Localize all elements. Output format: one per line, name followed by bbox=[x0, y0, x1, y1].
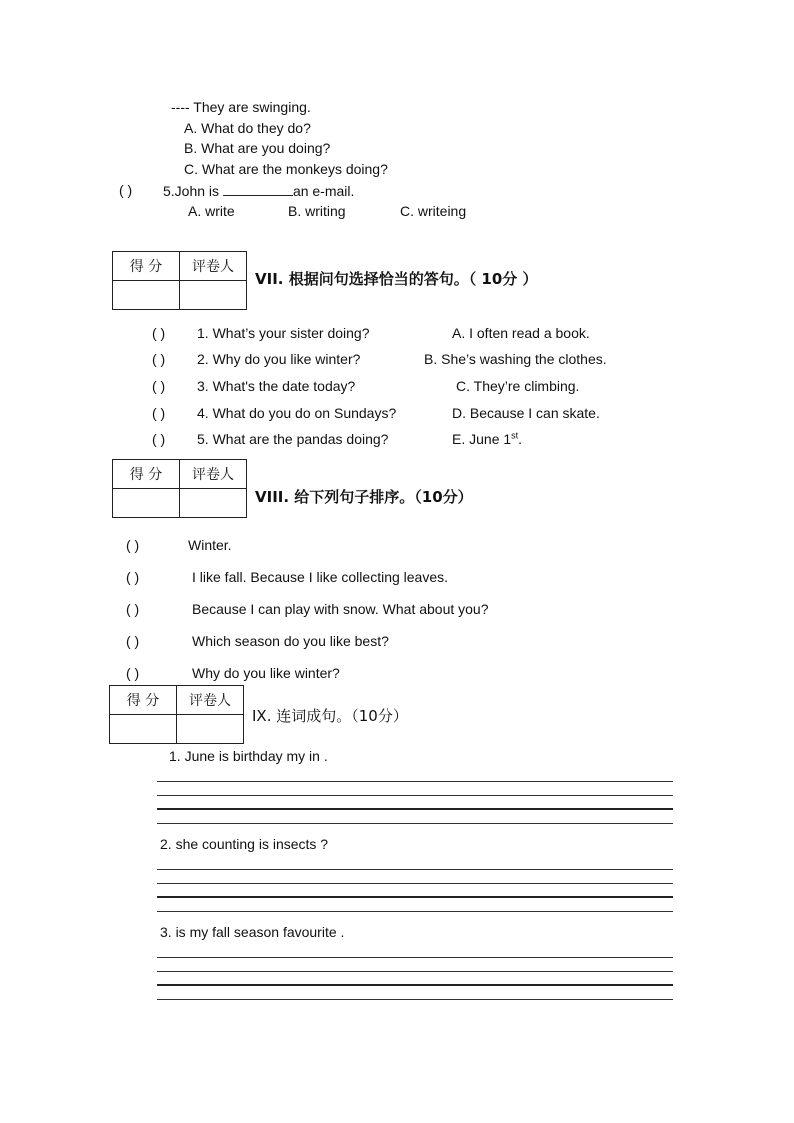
grader-cell[interactable] bbox=[177, 715, 244, 744]
section7-q1-paren[interactable]: ( ) bbox=[152, 325, 166, 341]
section8-item5-paren[interactable]: ( ) bbox=[126, 665, 140, 681]
score-label: 得 分 bbox=[113, 252, 180, 281]
answer-e-main: E. June 1 bbox=[452, 431, 512, 447]
grader-label: 评卷人 bbox=[180, 252, 247, 281]
section9-item3-text: 3. is my fall season favourite . bbox=[160, 924, 345, 940]
section7-q2-text: 2. Why do you like winter? bbox=[197, 351, 361, 367]
writing-line[interactable] bbox=[157, 823, 673, 824]
writing-line[interactable] bbox=[157, 911, 673, 912]
section7-q1-text: 1. What’s your sister doing? bbox=[197, 325, 370, 341]
q5-answer-paren[interactable]: ( ) bbox=[119, 182, 133, 198]
section7-answer-d: D. Because I can skate. bbox=[452, 405, 600, 421]
q4-option-b: B. What are you doing? bbox=[184, 140, 331, 156]
section7-answer-a: A. I often read a book. bbox=[452, 325, 590, 341]
section7-q4-text: 4. What do you do on Sundays? bbox=[197, 405, 397, 421]
section7-title: VII. 根据问句选择恰当的答句。（ 10分 ） bbox=[255, 270, 538, 288]
grader-cell[interactable] bbox=[180, 281, 247, 310]
section8-item1-text: Winter. bbox=[188, 537, 232, 553]
section8-item2-text: I like fall. Because I like collecting leaves. bbox=[192, 569, 449, 585]
score-cell[interactable] bbox=[113, 489, 180, 518]
writing-line[interactable] bbox=[157, 795, 673, 796]
writing-line[interactable] bbox=[157, 999, 673, 1000]
section8-title: VIII. 给下列句子排序。（10分） bbox=[255, 488, 473, 506]
section8-item1-paren[interactable]: ( ) bbox=[126, 537, 140, 553]
answer-e-sup: st bbox=[511, 430, 519, 441]
q5-stem-after: an e-mail. bbox=[292, 183, 355, 199]
writing-line[interactable] bbox=[157, 869, 673, 870]
section8-item4-text: Which season do you like best? bbox=[192, 633, 389, 649]
section8-item3-paren[interactable]: ( ) bbox=[126, 601, 140, 617]
writing-line[interactable] bbox=[157, 883, 673, 884]
grader-cell[interactable] bbox=[180, 489, 247, 518]
score-label: 得 分 bbox=[110, 686, 177, 715]
score-cell[interactable] bbox=[110, 715, 177, 744]
q5-stem bbox=[163, 181, 354, 200]
section7-answer-c: C. They’re climbing. bbox=[456, 378, 580, 394]
score-cell[interactable] bbox=[113, 281, 180, 310]
section9-item1-text: 1. June is birthday my in . bbox=[169, 748, 328, 764]
section7-q5-text: 5. What are the pandas doing? bbox=[197, 431, 389, 447]
grader-label: 评卷人 bbox=[177, 686, 244, 715]
section7-q3-text: 3. What's the date today? bbox=[197, 378, 356, 394]
q5-blank[interactable] bbox=[223, 181, 293, 196]
section8-item4-paren[interactable]: ( ) bbox=[126, 633, 140, 649]
q5-stem-before: 5.John is bbox=[163, 183, 223, 199]
grader-label: 评卷人 bbox=[180, 460, 247, 489]
score-box-section8 bbox=[112, 459, 247, 518]
writing-line[interactable] bbox=[157, 971, 673, 972]
section9-item2-text: 2. she counting is insects ? bbox=[160, 836, 329, 852]
score-box-section7 bbox=[112, 251, 247, 310]
score-box-section9 bbox=[109, 685, 244, 744]
writing-baseline[interactable] bbox=[157, 808, 673, 810]
writing-baseline[interactable] bbox=[157, 896, 673, 898]
q4-answer-line: ---- They are swinging. bbox=[171, 99, 311, 115]
score-label: 得 分 bbox=[113, 460, 180, 489]
q5-option-a: A. write bbox=[188, 203, 235, 219]
writing-line[interactable] bbox=[157, 781, 673, 782]
section7-q2-paren[interactable]: ( ) bbox=[152, 351, 166, 367]
section7-q5-paren[interactable]: ( ) bbox=[152, 431, 166, 447]
answer-e-end: . bbox=[518, 431, 523, 447]
section7-answer-e bbox=[452, 430, 522, 448]
q4-option-c: C. What are the monkeys doing? bbox=[184, 161, 388, 177]
section7-q3-paren[interactable]: ( ) bbox=[152, 378, 166, 394]
q4-option-a: A. What do they do? bbox=[184, 120, 311, 136]
section9-title: IX. 连词成句。（10分） bbox=[252, 707, 408, 725]
writing-line[interactable] bbox=[157, 957, 673, 958]
q5-option-c: C. writeing bbox=[400, 203, 467, 219]
section8-item5-text: Why do you like winter? bbox=[192, 665, 340, 681]
section8-item2-paren[interactable]: ( ) bbox=[126, 569, 140, 585]
section7-q4-paren[interactable]: ( ) bbox=[152, 405, 166, 421]
writing-baseline[interactable] bbox=[157, 984, 673, 986]
section8-item3-text: Because I can play with snow. What about you? bbox=[192, 601, 489, 617]
q5-option-b: B. writing bbox=[288, 203, 346, 219]
section7-answer-b: B. She’s washing the clothes. bbox=[424, 351, 607, 367]
